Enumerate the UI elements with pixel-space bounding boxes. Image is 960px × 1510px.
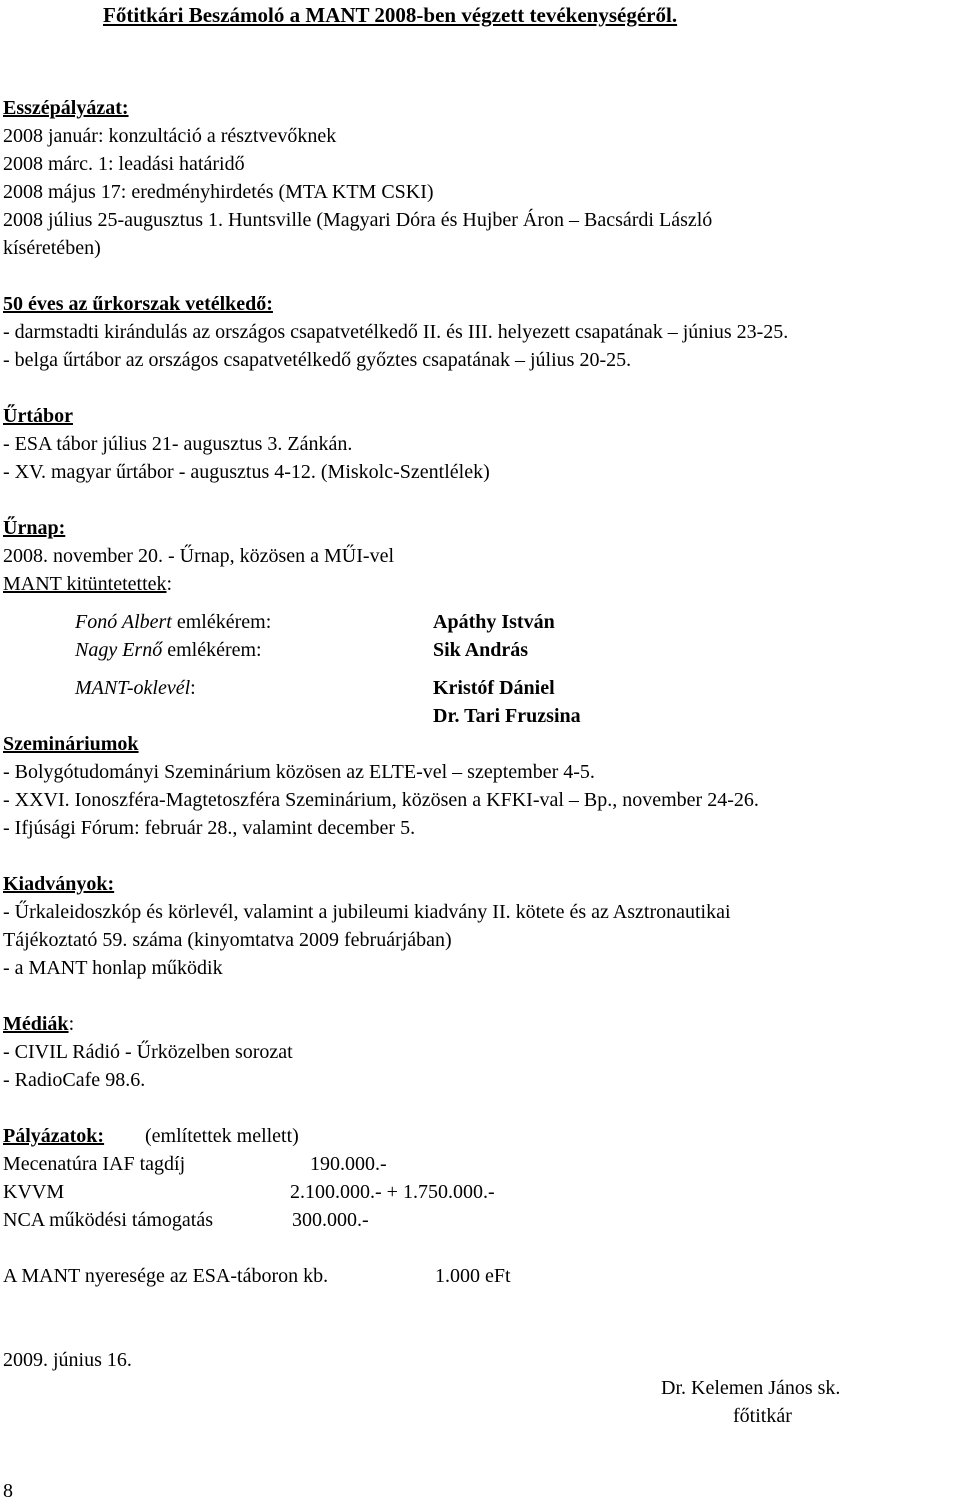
publication-line: - a MANT honlap működik (3, 957, 223, 979)
camp-line: - ESA tábor július 21- augusztus 3. Zánkán. (3, 433, 353, 455)
essay-line: 2008 márc. 1: leadási határidő (3, 153, 245, 175)
publication-line: Tájékoztató 59. száma (kinyomtatva 2009 februárjában) (3, 929, 452, 951)
profit-label: A MANT nyeresége az ESA-táboron kb. (3, 1265, 329, 1287)
signature-name: Dr. Kelemen János sk. (661, 1377, 841, 1399)
award-label: Fonó Albert emlékérem: (75, 611, 272, 633)
document-date: 2009. június 16. (3, 1349, 132, 1371)
media-colon: : (68, 1013, 75, 1035)
seminars-heading: Szemináriumok (3, 733, 139, 755)
award-label: Nagy Ernő emlékérem: (75, 639, 262, 661)
seminar-line: - Bolygótudományi Szeminárium közösen az ELTE-vel – szeptember 4-5. (3, 761, 595, 783)
awards-colon: : (166, 573, 173, 595)
media-heading-line (3, 1010, 74, 1038)
camp-heading: Űrtábor (3, 405, 73, 427)
media-heading: Médiák (3, 1013, 69, 1035)
award-label: MANT-oklevél: (75, 677, 196, 699)
seminar-line: - XXVI. Ionoszféra-Magtetoszféra Szeminárium, közösen a KFKI-val – Bp., november 24-26. (3, 789, 759, 811)
space-day-heading: Űrnap: (3, 517, 66, 539)
award-winner: Dr. Tari Fruzsina (433, 705, 581, 727)
page-number: 8 (3, 1480, 13, 1502)
signature-role: főtitkár (733, 1405, 792, 1427)
grants-heading: Pályázatok: (3, 1125, 105, 1147)
grant-label: NCA működési támogatás (3, 1209, 213, 1231)
media-line: - RadioCafe 98.6. (3, 1069, 146, 1091)
essay-line: kíséretében) (3, 237, 101, 259)
space-age-line: - belga űrtábor az országos csapatvetélkedő győztes csapatának – július 20-25. (3, 349, 632, 371)
grant-amount: 190.000.- (310, 1153, 387, 1175)
essay-line: 2008 január: konzultáció a résztvevőknek (3, 125, 337, 147)
grant-amount: 2.100.000.- + 1.750.000.- (290, 1181, 495, 1203)
essay-line: 2008 május 17: eredményhirdetés (MTA KTM CSKI) (3, 181, 434, 203)
space-day-line: 2008. november 20. - Űrnap, közösen a MŰI-vel (3, 545, 395, 567)
award-winner: Kristóf Dániel (433, 677, 555, 699)
profit-amount: 1.000 eFt (435, 1265, 511, 1287)
space-age-heading: 50 éves az űrkorszak vetélkedő: (3, 293, 273, 315)
space-age-line: - darmstadti kirándulás az országos csapatvetélkedő II. és III. helyezett csapatának – június 23-25. (3, 321, 789, 343)
grant-label: KVVM (3, 1181, 65, 1203)
publications-heading: Kiadványok: (3, 873, 115, 895)
publication-line: - Űrkaleidoszkóp és körlevél, valamint a jubileumi kiadvány II. kötete és az Asztronautikai (3, 901, 731, 923)
award-winner: Sik András (433, 639, 529, 661)
media-line: - CIVIL Rádió - Űrközelben sorozat (3, 1041, 293, 1063)
essay-line: 2008 július 25-augusztus 1. Huntsville (Magyari Dóra és Hujber Áron – Bacsárdi László (3, 209, 713, 231)
essay-heading: Esszépályázat: (3, 97, 129, 119)
camp-line: - XV. magyar űrtábor - augusztus 4-12. (Miskolc-Szentlélek) (3, 461, 490, 483)
grants-note: (említettek mellett) (145, 1125, 299, 1147)
seminar-line: - Ifjúsági Fórum: február 28., valamint december 5. (3, 817, 416, 839)
page-title: Főtitkári Beszámoló a MANT 2008-ben végzett tevékenységéről. (103, 3, 678, 27)
award-winner: Apáthy István (433, 611, 555, 633)
awards-heading: MANT kitüntetettek (3, 573, 167, 595)
awards-heading-line (3, 570, 172, 598)
grant-amount: 300.000.- (292, 1209, 369, 1231)
grants-heading-line (3, 1122, 104, 1150)
grant-label: Mecenatúra IAF tagdíj (3, 1153, 186, 1175)
